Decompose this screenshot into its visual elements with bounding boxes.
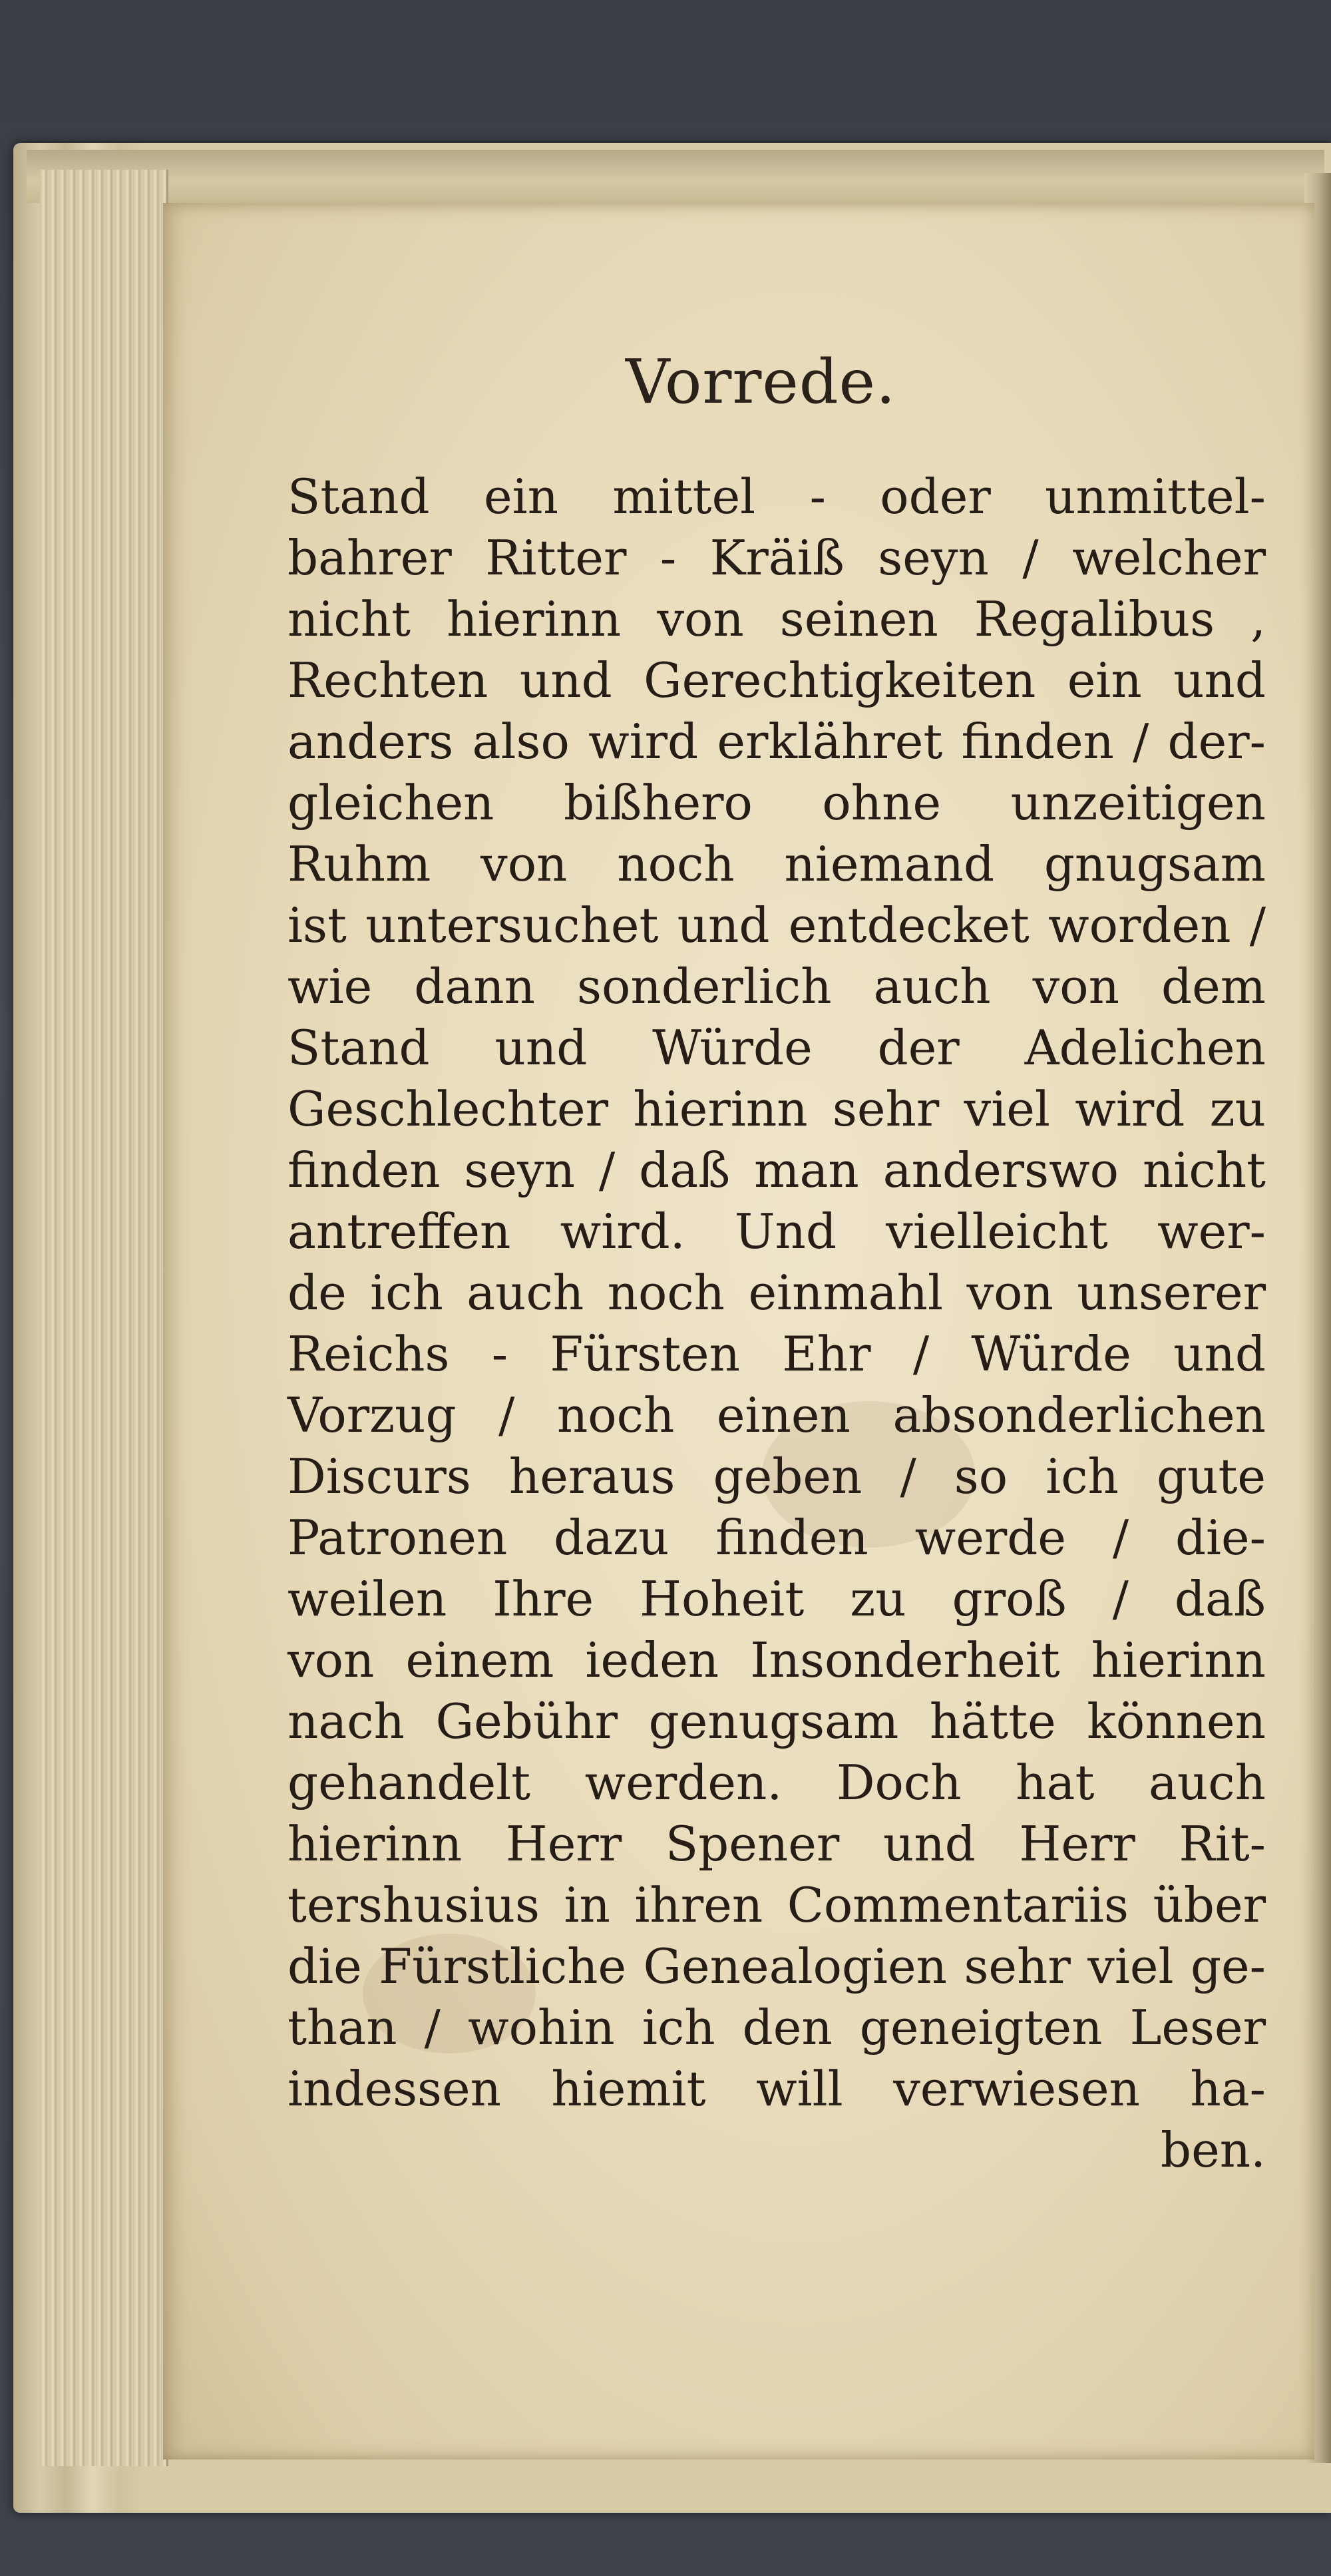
text-line: gehandelt werden. Doch hat auch [287, 1755, 1266, 1811]
text-line: Stand und Würde der Adelichen [287, 1020, 1266, 1076]
text-line: Patronen dazu finden werde / die- [287, 1510, 1266, 1566]
text-line: weilen Ihre Hoheit zu groß / daß [287, 1571, 1266, 1627]
text-line: Geschlechter hierinn sehr viel wird zu [287, 1081, 1266, 1137]
text-line: Stand ein mittel - oder unmittel- [287, 469, 1266, 525]
text-line: anders also wird erklähret finden / der- [287, 714, 1266, 769]
text-line: Vorzug / noch einen absonderlichen [287, 1387, 1266, 1443]
text-line: Reichs - Fürsten Ehr / Würde und [287, 1326, 1266, 1382]
text-line: wie dann sonderlich auch von dem [287, 959, 1266, 1014]
text-line: de ich auch noch einmahl von unserer [287, 1265, 1266, 1321]
text-line: antreffen wird. Und vielleicht wer- [287, 1203, 1266, 1259]
running-head: Vorrede. [626, 346, 896, 417]
text-line: Discurs heraus geben / so ich gute [287, 1448, 1266, 1504]
text-line: ben. [1161, 2122, 1266, 2178]
text-line: Ruhm von noch niemand gnugsam [287, 836, 1266, 892]
text-line: Rechten und Gerechtigkeiten ein und [287, 652, 1266, 708]
text-line: nach Gebühr genugsam hätte können [287, 1693, 1266, 1749]
text-line: von einem ieden Insonderheit hierinn [287, 1632, 1266, 1688]
text-line: than / wohin ich den geneigten Leser [287, 2000, 1266, 2055]
text-line: tershusius in ihren Commentariis über [287, 1877, 1266, 1933]
text-line: gleichen bißhero ohne unzeitigen [287, 775, 1266, 831]
text-line: die Fürstliche Genealogien sehr viel ge- [287, 1938, 1266, 1994]
text-line: nicht hierinn von seinen Regalibus , [287, 591, 1266, 647]
text-line: indessen hiemit will verwiesen ha- [287, 2061, 1266, 2117]
page-stack-edges [40, 170, 168, 2466]
text-line: ist untersuchet und entdecket worden / [287, 897, 1266, 953]
text-line: finden seyn / daß man anderswo nicht [287, 1142, 1266, 1198]
text-line: hierinn Herr Spener und Herr Rit- [287, 1816, 1266, 1872]
book-top-edge [27, 150, 1324, 203]
text-line: bahrer Ritter - Kräiß seyn / welcher [287, 530, 1266, 586]
